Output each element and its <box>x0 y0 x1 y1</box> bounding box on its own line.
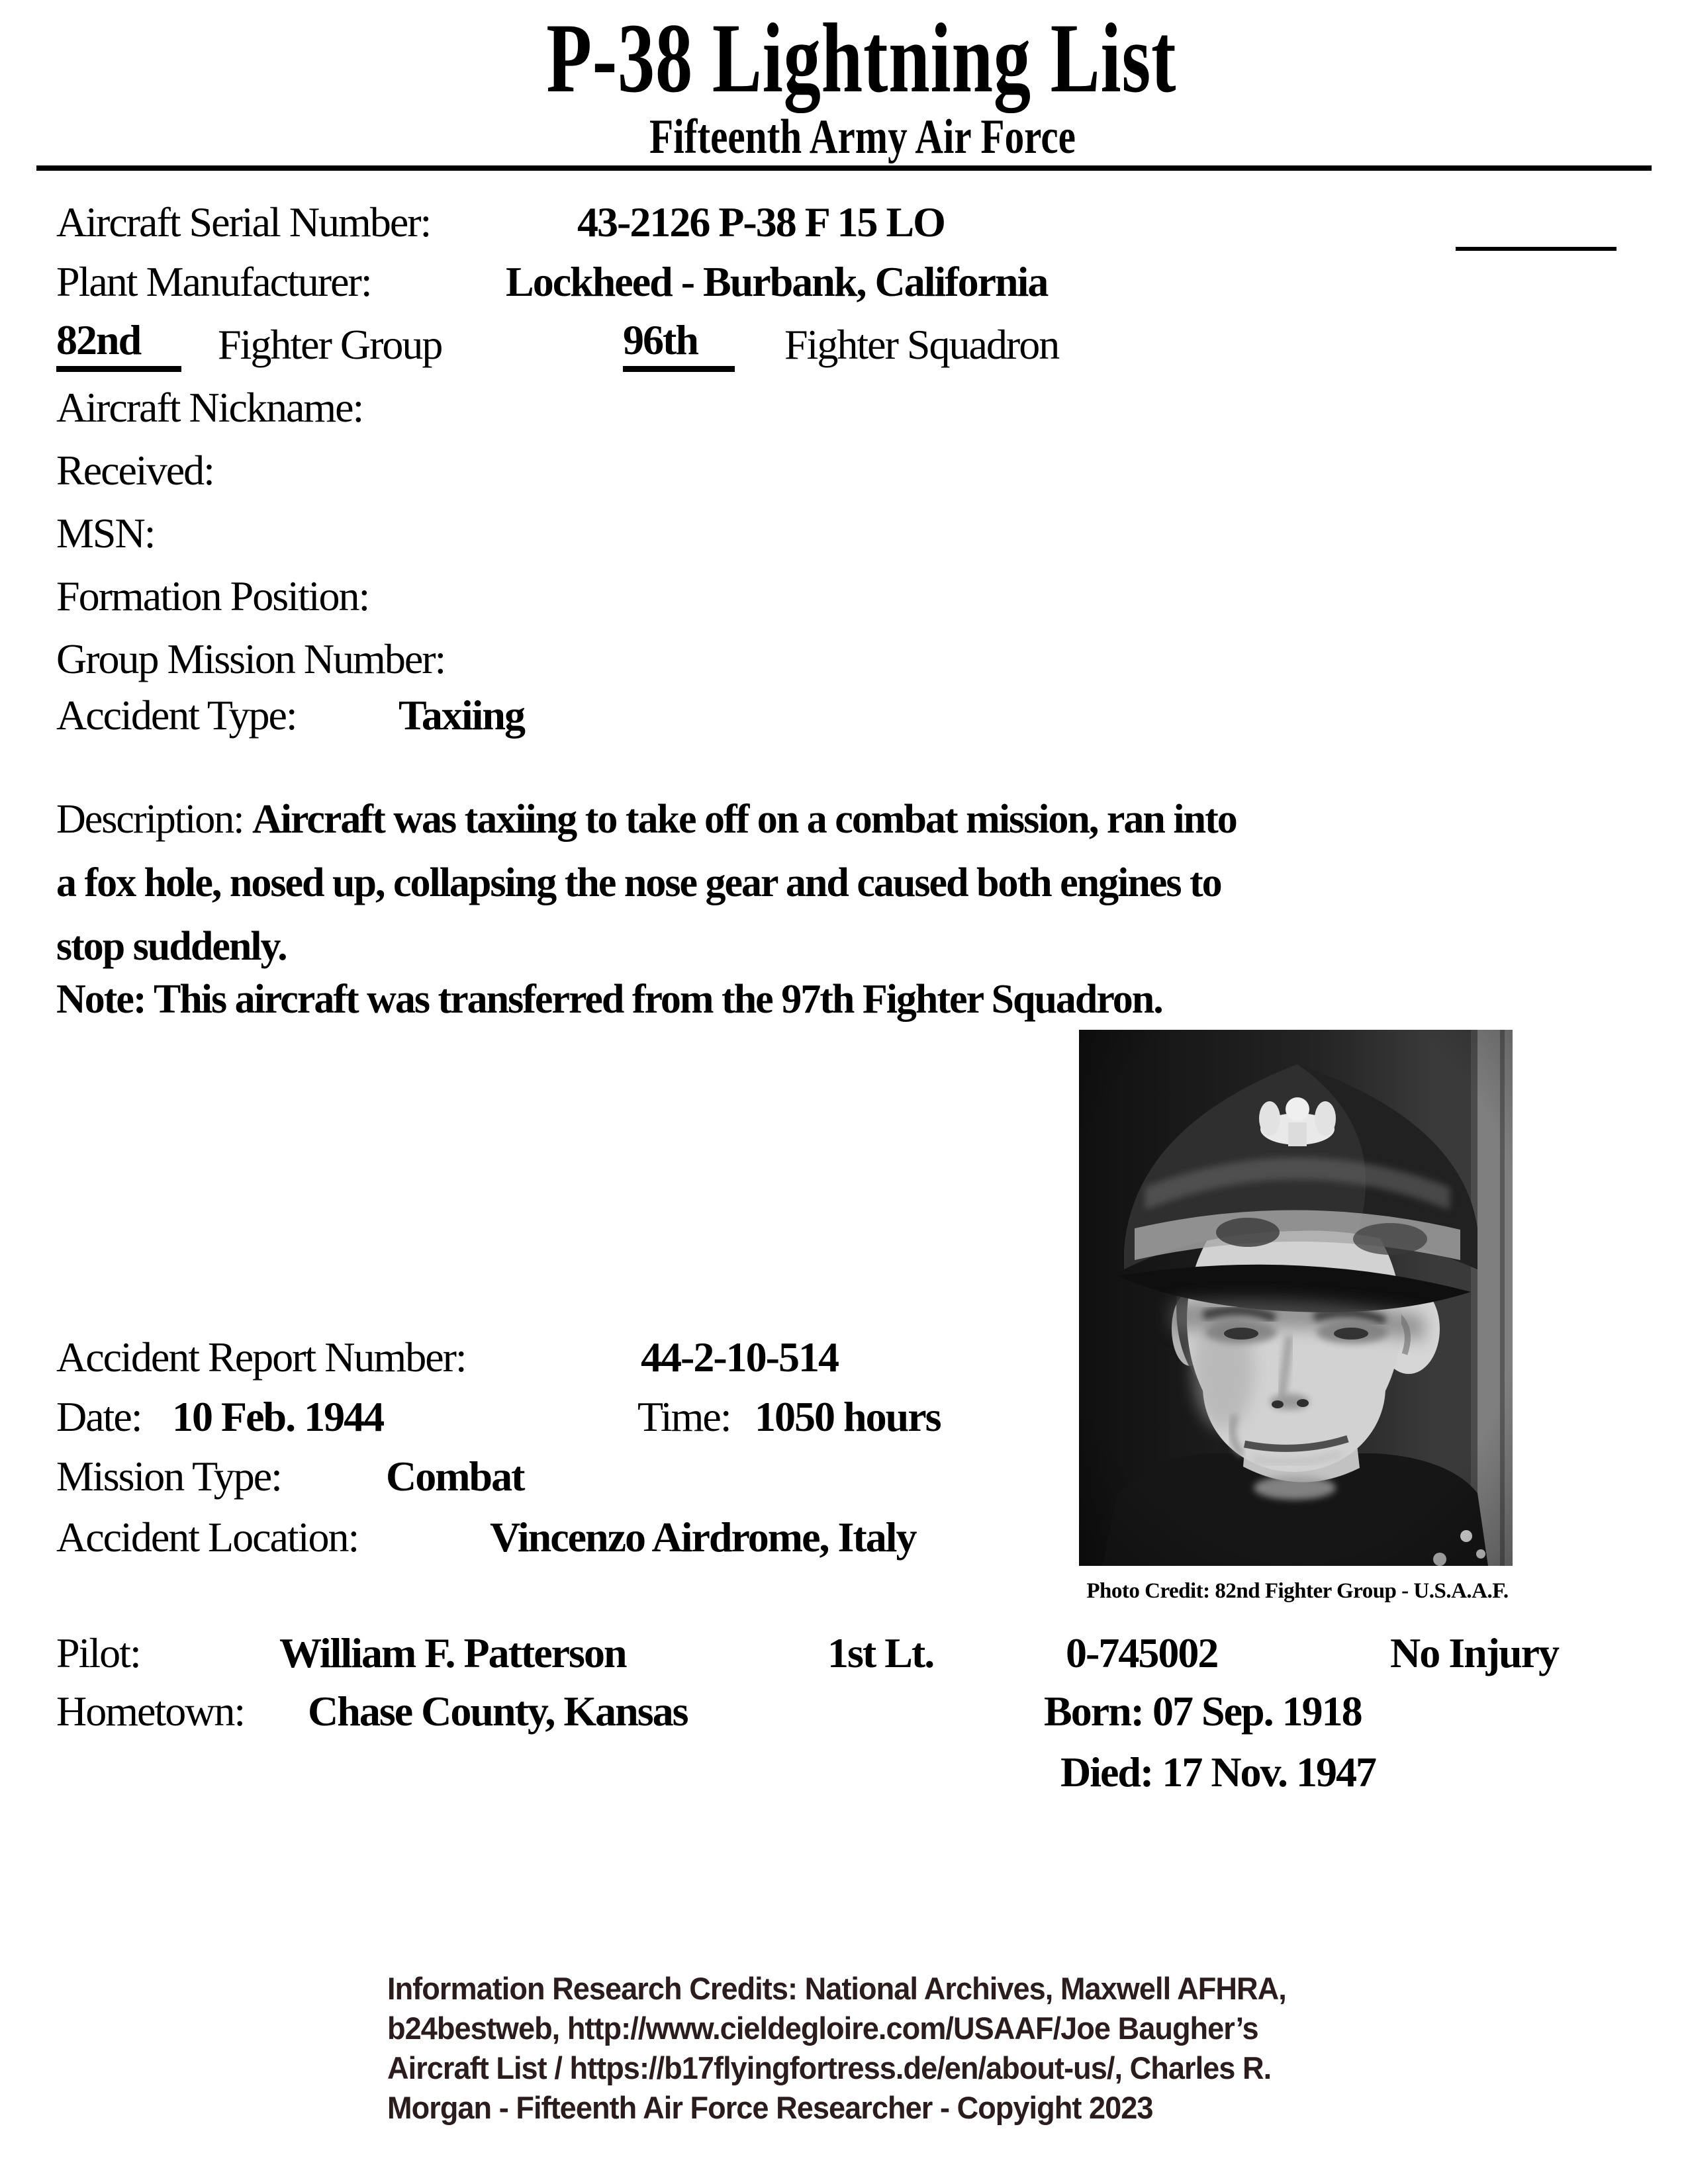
header-rule <box>36 165 1652 171</box>
received-label: Received: <box>56 447 214 494</box>
formation-position-label: Formation Position: <box>56 572 369 619</box>
credits-line-1: Information Research Credits: National Archives, Maxwell AFHRA, <box>387 1971 1286 2006</box>
pilot-name: William F. Patterson <box>279 1629 626 1676</box>
pilot-photo-frame <box>1079 1030 1513 1566</box>
time-value: 1050 hours <box>755 1393 941 1440</box>
pilot-label: Pilot: <box>56 1629 140 1676</box>
credits-line-4: Morgan - Fifteenth Air Force Researcher - Copyight 2023 <box>387 2090 1153 2125</box>
pilot-died-date: Died: 17 Nov. 1947 <box>1060 1749 1376 1796</box>
plant-manufacturer-value: Lockheed - Burbank, California <box>506 258 1048 305</box>
date-value: 10 Feb. 1944 <box>172 1393 384 1440</box>
aircraft-nickname-label: Aircraft Nickname: <box>56 384 363 431</box>
description-line-1 <box>56 788 1645 851</box>
plant-manufacturer-label: Plant Manufacturer: <box>56 258 371 305</box>
aircraft-serial-value: 43-2126 P-38 F 15 LO <box>577 199 945 246</box>
credits-line-2: b24bestweb, http://www.cieldegloire.com/USAAF/Joe Baugher’s <box>387 2011 1258 2046</box>
information-research-credits <box>387 1969 1286 2128</box>
page-subtitle: Fifteenth Army Air Force <box>649 110 1076 164</box>
description-text-1: Aircraft was taxiing to take off on a combat mission, ran into <box>252 797 1237 842</box>
date-label: Date: <box>56 1393 142 1440</box>
pilot-portrait-photo <box>1079 1030 1513 1566</box>
mission-type-label: Mission Type: <box>56 1453 281 1500</box>
description-text-3: stop suddenly. <box>56 924 287 969</box>
hometown-value: Chase County, Kansas <box>308 1688 688 1735</box>
description-text-2: a fox hole, nosed up, collapsing the nose gear and caused both engines to <box>56 860 1221 905</box>
pilot-service-number: 0-745002 <box>1066 1629 1218 1676</box>
accident-type-value: Taxiing <box>399 692 524 739</box>
group-mission-number-label: Group Mission Number: <box>56 635 445 682</box>
description-block <box>56 788 1645 978</box>
mission-type-value: Combat <box>386 1453 524 1500</box>
page-title: P-38 Lightning List <box>546 3 1177 113</box>
time-label: Time: <box>637 1393 731 1440</box>
credits-line-3: Aircraft List / https://b17flyingfortress.de/en/about-us/, Charles R. <box>387 2050 1272 2085</box>
description-label: Description: <box>56 797 244 842</box>
accident-report-number-label: Accident Report Number: <box>56 1334 466 1381</box>
blank-fill-line <box>1456 247 1617 251</box>
fighter-group-number: 82nd <box>56 314 181 372</box>
msn-label: MSN: <box>56 510 155 557</box>
transfer-note: Note: This aircraft was transferred from the 97th Fighter Squadron. <box>56 977 1162 1022</box>
aircraft-serial-label: Aircraft Serial Number: <box>56 199 431 246</box>
accident-report-number-value: 44-2-10-514 <box>641 1334 838 1381</box>
fighter-group-label: Fighter Group <box>218 321 442 368</box>
pilot-injury-status: No Injury <box>1390 1629 1559 1676</box>
accident-location-label: Accident Location: <box>56 1514 359 1561</box>
accident-type-label: Accident Type: <box>56 692 297 739</box>
accident-location-value: Vincenzo Airdrome, Italy <box>490 1514 916 1561</box>
fighter-squadron-number: 96th <box>623 314 735 372</box>
photo-caption: Photo Credit: 82nd Fighter Group - U.S.A.A.F. <box>1086 1579 1509 1603</box>
fighter-squadron-label: Fighter Squadron <box>784 321 1059 368</box>
pilot-born-date: Born: 07 Sep. 1918 <box>1044 1688 1362 1735</box>
hometown-label: Hometown: <box>56 1688 245 1735</box>
pilot-rank: 1st Lt. <box>827 1629 934 1676</box>
